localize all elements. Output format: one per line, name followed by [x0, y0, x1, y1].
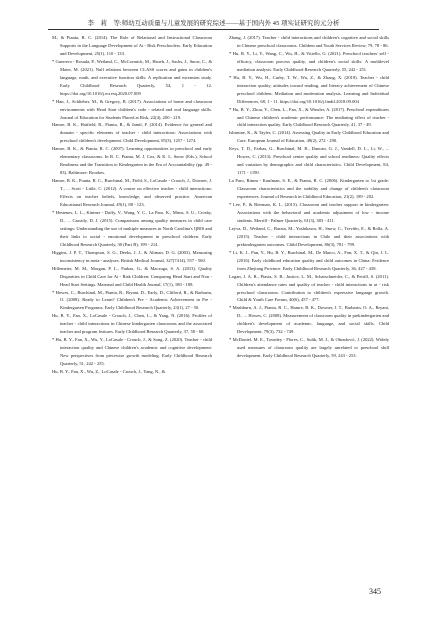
reference-entry: Keys, T. D., Farkas, G., Burchinal, M. R., Duncan, G. J., Vandell, D. L., Li, W., ... Howes, C. (2013). Preschool center quality and school readiness: Quality effects and variation by demographic and child characteristics. Child Development, 84, 1171 - 1190. [229, 146, 389, 176]
reference-entry: * Hu, B. Y., Wu, H., Curby, T. W., Wu, Z., & Zhang, X. (2018). Teacher - child interaction quality, attitudes toward reading, and literacy achievement of Chinese preschool children: Mediation and moderation analysis. Learning and Individual Differences, 68, 1 - 11. https://doi.org/10.1016/j.lindif.2018.09.004 [229, 74, 389, 104]
reference-entry: Hillemeier, M. M., Morgan, P. L., Farkas, G., & Maczuga, S. A. (2013). Quality Disparities in Child Care for At - Risk Children: Comparing Head Start and Non - Head Start Settings. Maternal and Child Health Journal, 17(1), 180 - 188. [52, 265, 212, 287]
reference-entry: Hamre, B. K., Pianta, R. C., Burchinal, M., Field, S., LoCasale - Crouch, J., Downer, J. T., ... Scott - Little, C. (2012). A course on effective teacher - child interactions: Effects on teacher beliefs, knowledge, and observed practice. American Educational Research Journal, 49(1), 88 - 123. [52, 178, 212, 208]
reference-entry: * Han, J., Schlieber, M., & Gregory, B. (2017). Associations of home and classroom environments with Head Start children's code - related and oral language skills. Journal of Education for Students Placed at Risk, 22(4), 200 - 219. [52, 98, 212, 120]
reference-entry: Logan, J. A. R., Piasta, S. B., Justice, L. M., Schatschneider, C., & Petrill, S. (2011). Children's attendance rates and quality of teacher - child interactions in at - risk preschool classrooms: Contribution to children's expressive language growth. Child & Youth Care Forum, 40(6), 457 - 477. [229, 273, 389, 303]
reference-entry: Ishimine, K., & Tayler, C. (2014). Assessing Quality in Early Childhood Education and Care. European Journal of Education, 49(2), 272 - 290. [229, 130, 389, 144]
page-number: 345 [369, 587, 381, 596]
reference-entry: Zhang, J. (2017). Teacher - child interactions and children's cognitive and social skills in Chinese preschool classrooms. Children and Youth Services Review, 79, 78 - 86. [229, 35, 389, 48]
reference-entry: * McDoniel, M. E., Townley - Flores, C., Sulik, M. J., & Obradović, J. (2022). Widely used measures of classroom quality are largely unrelated to preschool skill development. Early Childhood Research Quarterly, 59, 243 - 253. [229, 337, 389, 359]
reference-column-right [229, 34, 389, 360]
reference-entry: * Howes, C., Burchinal, M., Pianta, R., Bryant, D., Early, D., Clifford, R., & Barbarin, O. (2008). Ready to Learn? Children's Pre - Academic Achievement in Pre - Kindergarten Programs. Early Childhood Research Quarterly, 23(1), 27 - 50. [52, 289, 212, 311]
reference-entry: * Mashburn, A. J., Pianta, R. C., Hamre, B. K., Downer, J. T., Barbarin, O. A., Bryant, D., ... Howes, C. (2008). Measurement of classroom quality in prekindergarten and children's development of academic, language, and social skills. Child Development, 79(3), 732 - 749. [229, 305, 389, 335]
reference-entry: * Li, K. J., Pan, Y., Hu, B. Y., Burchinal, M., De Marco, A., Fan, X. T., & Qin, J. L. (2016). Early childhood education quality and child outcomes in China: Evidence from Zhejiang Province. Early Childhood Research Quarterly, 36, 427 - 438. [229, 249, 389, 271]
reference-entry: Leyva, D., Weiland, C., Barata, M., Yoshikawa, H., Snow, C., Treviño, E., & Rolla, A. (2015). Teacher - child interactions in Chile and their associations with prekindergarten outcomes. Child Development, 86(3), 781 - 799. [229, 225, 389, 247]
reference-entry: Hu, B. Y., Fan, X., LoCasale - Crouch, J., Chen, L., & Yang, N. (2016). Profiles of teacher - child interactions in Chinese kindergarten classrooms and the associated teacher and program features. Early Childhood Research Quarterly, 37, 58 - 68. [52, 313, 212, 335]
reference-entry: Hamre, B. K., Hatfield, B., Pianta, R., & Jamil, F. (2014). Evidence for general and domain - specific elements of teacher - child interactions: Associations with preschool children's development. Child Development, 85(3), 1257 - 1274. [52, 122, 212, 144]
reference-entry: * Hu, B. Y., Zhou, Y., Chen, L., Fan, X., & Winsler, A. (2017). Preschool expenditures and Chinese children's academic performance: The mediating effect of teacher - child interaction quality. Early Childhood Research Quarterly, 41, 37 - 49. [229, 106, 389, 128]
running-header: 李 莉 等:师幼互动质量与儿童发展的研究综述——基于国内外 45 项实证研究的元分析 [87, 20, 340, 27]
reference-column-left [52, 34, 212, 376]
reference-entry: * Hestenes, L. L., Kintner - Duffy, V., Wang, Y. C., La Paro, K., Mims, S. U., Crosby, D., ... Cassidy, D. J. (2015). Comparisons among quality measures in child care settings: Understanding the use of multiple measures in North Carolina's QRIS and their links to social - emotional development in preschool children. Early Childhood Research Quarterly, 30 (Part B), 199 - 214. [52, 209, 212, 247]
reference-entry: * Hu, B. Y., Li, Y., Wang, C., Wu, H., & Vitiello, G. (2021). Preschool teachers' self - efficacy, classroom process quality, and children's social skills: A multilevel mediation analysis. Early Childhood Research Quarterly, 55, 242 - 251. [229, 50, 389, 72]
reference-entry: Hamre, B. K., & Pianta, R. C. (2007). Learning opportunities in preschool and early elementary classrooms. In R. C. Pianta, M. J. Cox, & K. L. Snow (Eds.), School Readiness and the Transition to Kindergarten in the Era of Accountability (pp. 49 - 83). Baltimore: Brookes. [52, 146, 212, 176]
header-rule [48, 29, 379, 30]
reference-entry: M., & Pianta, R. C. (2014). The Role of Relational and Instructional Classroom Supports in the Language Development of At - Risk Preschoolers. Early Education and Development, 25(1), 110 - 133. [52, 35, 212, 56]
reference-entry: * Guerrero - Rosada, P., Weiland, C., McCormick, M., Hsueh, J., Sachs, J., Snow, C., & Maier, M. (2021). Null relations between CLASS scores and gains in children's language, math, and executive function skills: A replication and extension study. Early Childhood Research Quarterly, 54, 1 - 12. https://doi.org/10.1016/j.ecresq.2020.07.009 [52, 58, 212, 96]
reference-entry: Hu, B. Y., Fan, X., Wu, Z., LoCasale - Crouch, J., Yang, N., & [52, 369, 166, 375]
reference-entry: Higgins, J. P. T., Thompson, S. G., Deeks, J. J., & Altman, D. G. (2003). Measuring inconsistency in meta - analyses. British Medical Journal, 327(7414), 557 - 560. [52, 249, 212, 263]
reference-entry: La Paro, Rimm - Kaufman, S. E., & Pianta, R. C. (2006). Kindergarten to 1st grade: Classroom characteristics and the stability and change of children's classroom experiences. Journal of Research in Childhood Education, 21(2), 189 - 202. [229, 178, 389, 200]
reference-entry: * Hu, B. Y., Fan, X., Wu, Y., LoCasale - Crouch, J., & Song, Z. (2020). Teacher - child interaction quality and Chinese children's academic and cognitive development: New perspectives from piecewise growth modeling. Early Childhood Research Quarterly, 51, 242 - 255. [52, 337, 212, 367]
reference-entry: * Lee, P., & Bierman, K. L. (2015). Classroom and teacher support in kindergarten: Associations with the behavioral and academic adjustment of low - income students. Merrill - Palmer Quarterly, 61(3), 383 - 411. [229, 202, 389, 223]
